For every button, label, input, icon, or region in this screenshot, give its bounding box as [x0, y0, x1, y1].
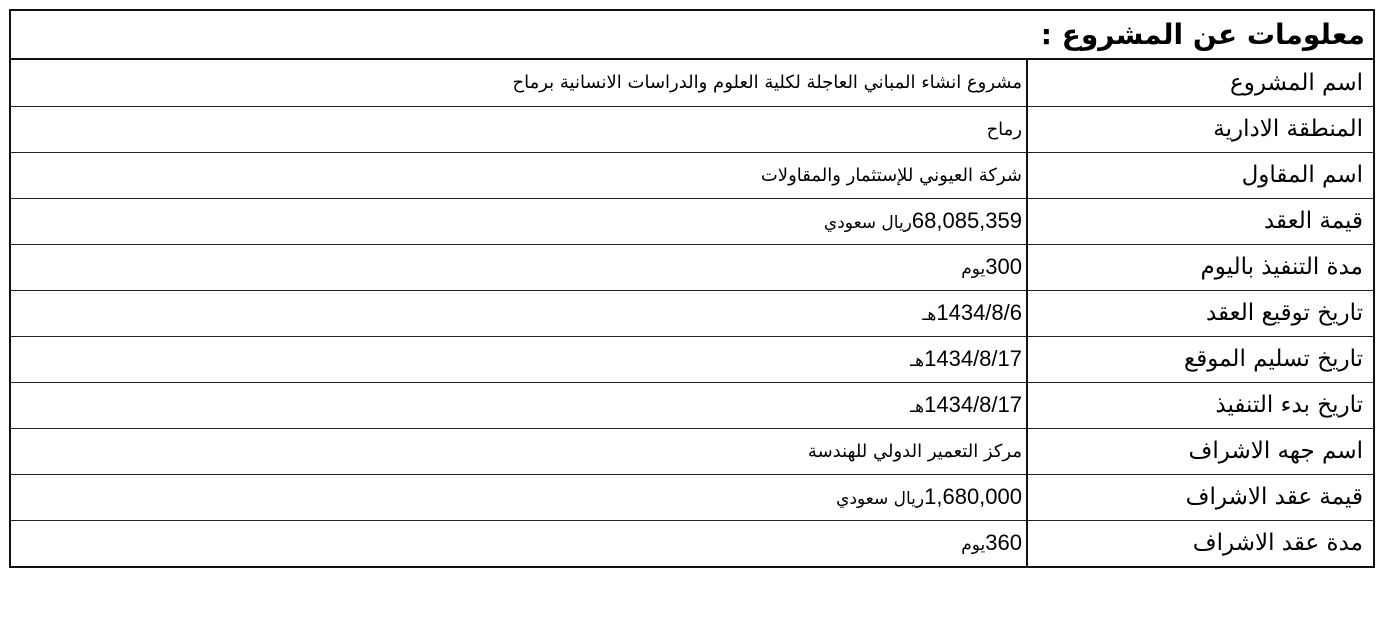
row-number: 1,680,000: [924, 484, 1022, 509]
table-row: [11, 382, 1373, 428]
row-number: 1434/8/17: [924, 392, 1022, 417]
table-row: [11, 428, 1373, 474]
row-number: 360: [985, 530, 1022, 556]
row-number: 1434/8/6: [936, 300, 1022, 325]
table-row: [11, 290, 1373, 336]
row-unit: ريال سعودي: [823, 213, 912, 233]
table-row: [11, 244, 1373, 290]
document-title: معلومات عن المشروع :: [1040, 18, 1365, 51]
row-unit: هـ: [910, 397, 925, 417]
table-row: [11, 474, 1373, 520]
row-label: تاريخ تسليم الموقع: [1027, 336, 1373, 382]
row-value: [11, 244, 1027, 290]
row-value: [11, 520, 1027, 566]
row-value: [11, 382, 1027, 428]
row-value: رماح: [11, 106, 1027, 152]
row-number: 1434/8/17: [924, 346, 1022, 371]
project-info-document: [9, 9, 1375, 568]
row-label: المنطقة الادارية: [1027, 106, 1373, 152]
row-unit: يوم: [961, 259, 986, 279]
row-label: قيمة عقد الاشراف: [1027, 474, 1373, 520]
row-value: شركة العيوني للإستثمار والمقاولات: [11, 152, 1027, 198]
row-label: تاريخ بدء التنفيذ: [1027, 382, 1373, 428]
table-row: [11, 106, 1373, 152]
row-label: اسم جهه الاشراف: [1027, 428, 1373, 474]
row-number: 300: [985, 254, 1022, 279]
row-unit: يوم: [961, 535, 986, 556]
row-label: قيمة العقد: [1027, 198, 1373, 244]
row-value: [11, 290, 1027, 336]
row-value: مركز التعمير الدولي للهندسة: [11, 428, 1027, 474]
table-row: [11, 60, 1373, 106]
table-row: [11, 336, 1373, 382]
row-number: 68,085,359: [911, 208, 1022, 233]
row-value: [11, 198, 1027, 244]
row-label: اسم المقاول: [1027, 152, 1373, 198]
row-label: مدة عقد الاشراف: [1027, 520, 1373, 566]
row-unit: هـ: [910, 351, 925, 371]
row-label: اسم المشروع: [1027, 60, 1373, 106]
table-row: [11, 520, 1373, 566]
row-unit: هـ: [922, 305, 937, 325]
row-unit: ريال سعودي: [836, 489, 925, 509]
table-row: [11, 152, 1373, 198]
row-label: تاريخ توقيع العقد: [1027, 290, 1373, 336]
row-value: [11, 336, 1027, 382]
row-value: [11, 474, 1027, 520]
row-label: مدة التنفيذ باليوم: [1027, 244, 1373, 290]
title-row: [11, 11, 1373, 60]
project-info-table: [11, 60, 1373, 566]
table-row: [11, 198, 1373, 244]
row-value: مشروع انشاء المباني العاجلة لكلية العلوم والدراسات الانسانية برماح: [512, 72, 1022, 94]
